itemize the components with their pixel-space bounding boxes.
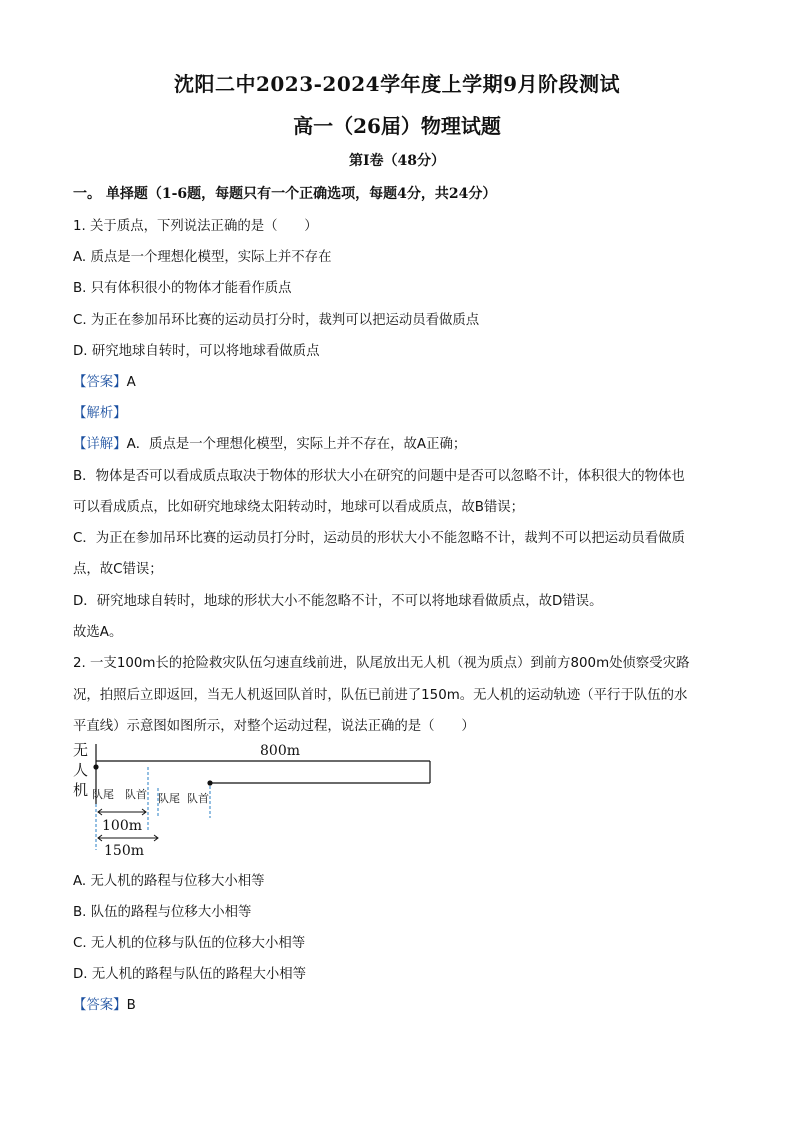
drone-trajectory-diagram xyxy=(70,738,440,860)
q1-detail-line: D．研究地球自转时，地球的形状大小不能忽略不计，不可以将地球看做质点，故D错误。 xyxy=(73,594,603,609)
drone-label: 机 xyxy=(73,781,89,799)
team-head-label: 队首 xyxy=(187,792,209,805)
q1-option-c: C. 为正在参加吊环比赛的运动员打分时，裁判可以把运动员看做质点 xyxy=(73,313,480,328)
drone-end-point xyxy=(207,780,212,785)
q2-option-a: A. 无人机的路程与位移大小相等 xyxy=(73,874,265,889)
answer-value: B xyxy=(126,998,136,1013)
drone-label: 无 xyxy=(73,741,89,759)
q2-option-d: D. 无人机的路程与队伍的路程大小相等 xyxy=(73,967,307,982)
answer-tag: 【答案】 xyxy=(73,998,127,1013)
exam-subtitle: 高一（26届）物理试题 xyxy=(293,114,501,138)
team-tail-label: 队尾 xyxy=(92,788,114,801)
team-head-label: 队首 xyxy=(125,788,147,801)
team-tail-label: 队尾 xyxy=(158,792,180,805)
q1-detail-line: B．物体是否可以看成质点取决于物体的形状大小在研究的问题中是否可以忽略不计，体积很大的物体也 xyxy=(73,469,685,484)
q2-answer xyxy=(73,994,136,1013)
q2-stem-line: 况，拍照后立即返回，当无人机返回队首时，队伍已前进了150m。无人机的运动轨迹（平行于队伍的水 xyxy=(73,688,688,703)
q1-detail-line: C．为正在参加吊环比赛的运动员打分时，运动员的形状大小不能忽略不计，裁判不可以把运动员看做质 xyxy=(73,531,685,546)
q1-detail-line: 点，故C错误； xyxy=(73,562,163,577)
part-label: 第I卷（48分） xyxy=(348,153,446,169)
q2-option-c: C. 无人机的位移与队伍的位移大小相等 xyxy=(73,936,306,951)
answer-value: A xyxy=(126,375,136,390)
answer-tag: 【答案】 xyxy=(73,375,127,390)
detail-text: A．质点是一个理想化模型，实际上并不存在，故A正确； xyxy=(126,437,467,452)
q1-detail-line: 可以看成质点，比如研究地球绕太阳转动时，地球可以看成质点，故B错误； xyxy=(73,500,525,515)
detail-tag: 【详解】 xyxy=(73,437,127,452)
distance-label: 800m xyxy=(260,743,300,759)
q1-option-b: B. 只有体积很小的物体才能看作质点 xyxy=(73,281,292,296)
q2-stem-line: 平直线）示意图如图所示，对整个运动过程，说法正确的是（ ） xyxy=(73,719,475,734)
q1-answer xyxy=(73,371,136,390)
drone-start-point xyxy=(93,764,98,769)
q2-option-b: B. 队伍的路程与位移大小相等 xyxy=(73,905,252,920)
team-advance-label: 150m xyxy=(104,843,144,859)
q1-conclusion: 故选A。 xyxy=(73,625,123,640)
q1-option-d: D. 研究地球自转时，可以将地球看做质点 xyxy=(73,344,320,359)
section-heading: 一。 单择题（1-6题，每题只有一个正确选项，每题4分，共24分） xyxy=(73,186,497,202)
team-length-label: 100m xyxy=(102,818,142,834)
q1-detail-line xyxy=(73,433,466,452)
q1-analysis-tag: 【解析】 xyxy=(73,406,127,421)
drone-label: 人 xyxy=(73,761,89,779)
q1-option-a: A. 质点是一个理想化模型，实际上并不存在 xyxy=(73,250,332,265)
q1-stem: 1. 关于质点，下列说法正确的是（ ） xyxy=(73,219,318,234)
q2-stem-line: 2. 一支100m长的抢险救灾队伍匀速直线前进，队尾放出无人机（视为质点）到前方800m处侦察受灾路 xyxy=(73,656,690,671)
exam-title: 沈阳二中2023-2024学年度上学期9月阶段测试 xyxy=(173,72,621,96)
